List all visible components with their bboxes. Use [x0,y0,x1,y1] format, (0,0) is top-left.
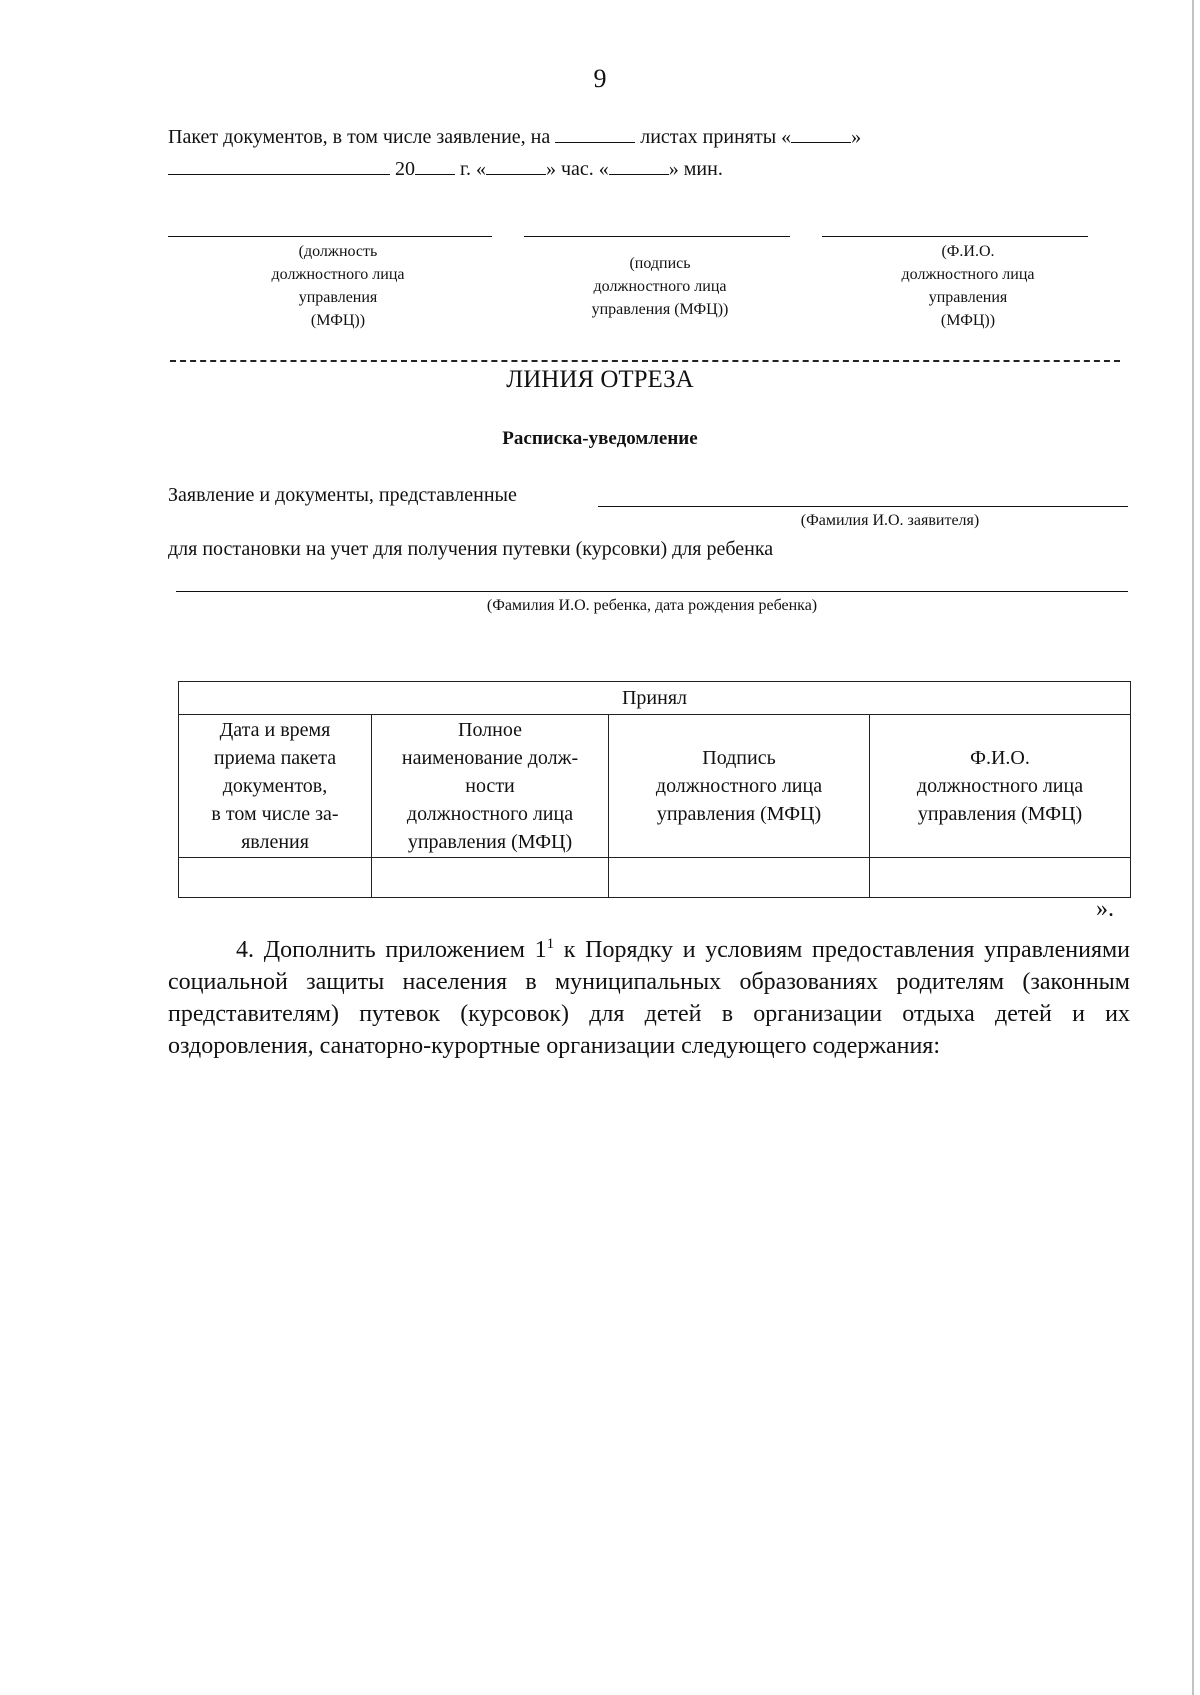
header-line: Подпись [702,747,776,769]
header-line: явления [241,831,309,853]
header-line: приема пакета [213,747,337,769]
caption-line: (МФЦ)) [310,312,366,329]
month-blank [168,156,390,175]
header-cell-position [372,715,609,858]
year-prefix: 20 [395,158,415,180]
signature-caption [540,252,780,321]
hour-blank [486,156,546,175]
fio-signature-line [822,236,1088,237]
header-line: управления (МФЦ) [656,803,822,825]
sheets-count-blank [555,124,635,143]
paragraph-text-lead: Дополнить приложением 1 [263,937,547,963]
header-line: в том числе за- [211,803,339,825]
table-title-cell: Принял [179,682,1131,715]
empty-cell [870,858,1131,898]
cut-line-label: ЛИНИЯ ОТРЕЗА [506,366,694,393]
table-header-row [179,715,1131,858]
caption-line: должностного лица [593,278,727,295]
package-accepted-line [168,124,861,149]
date-time-line [168,156,723,181]
signature-line [524,236,790,237]
caption-line: (Ф.И.О. [941,243,995,260]
applicant-caption: (Фамилия И.О. заявителя) [800,512,980,529]
header-line: Ф.И.О. [970,747,1030,769]
scan-edge-line [1192,0,1194,1695]
header-line: должностного лица [406,803,574,825]
header-line: Дата и время [219,719,331,741]
caption-line: управления (МФЦ)) [591,301,729,318]
cut-dashed-line [170,360,1120,362]
empty-cell [609,858,870,898]
paragraph-4 [168,928,1130,1062]
header-line: должностного лица [916,775,1084,797]
package-text: Пакет документов, в том числе заявление, на [168,126,551,148]
child-name-field [176,591,1128,592]
year-suffix: г. « [460,158,486,180]
caption-line: управления [298,289,378,306]
sheets-accepted-text: листах приняты « [640,126,792,148]
paragraph-superscript: 1 [546,936,555,952]
year-blank [415,156,455,175]
minute-label: » мин. [668,158,723,180]
table-row [179,858,1131,898]
caption-line: (должность [298,243,378,260]
position-caption [218,240,458,332]
header-line: ности [465,775,515,797]
page-number: 9 [593,64,607,93]
quote-close: » [851,126,862,148]
header-cell-signature [609,715,870,858]
empty-cell [372,858,609,898]
day-blank [791,124,851,143]
applicant-name-field [598,506,1128,507]
empty-cell [179,858,372,898]
header-line: Полное [458,719,522,741]
caption-line: должностного лица [271,266,405,283]
header-line: управления (МФЦ) [917,803,1083,825]
acceptance-table [178,681,1131,898]
minute-blank [609,156,669,175]
header-cell-date [179,715,372,858]
applicant-text: Заявление и документы, представленные [168,484,517,506]
paragraph-text-body: к Порядку и условиям предоставления управлениями социальной защиты населения в муниципальных образованиях родителям (законным представителям) путевок (курсовок) для детей в организации отдыха детей и их оздоровления, санаторно-курортные организации следующего содержания: [168,937,1131,1059]
fio-caption [848,240,1088,332]
header-line: наименование долж- [401,747,579,769]
child-caption: (Фамилия И.О. ребенка, дата рождения ребенка) [486,597,818,614]
caption-line: (МФЦ)) [940,312,996,329]
header-line: документов, [222,775,328,797]
purpose-text: для постановки на учет для получения путевки (курсовки) для ребенка [168,538,774,560]
header-line: должностного лица [655,775,823,797]
caption-line: должностного лица [901,266,1035,283]
caption-line: управления [928,289,1008,306]
header-line: управления (МФЦ) [407,831,573,853]
table-title-row [179,682,1131,715]
header-cell-fio [870,715,1131,858]
hour-label: » час. « [545,158,609,180]
caption-line: (подпись [629,255,691,272]
closing-quote: ». [1096,896,1114,922]
position-signature-line [168,236,492,237]
receipt-title: Расписка-уведомление [502,428,698,449]
paragraph-number: 4. [236,937,254,963]
